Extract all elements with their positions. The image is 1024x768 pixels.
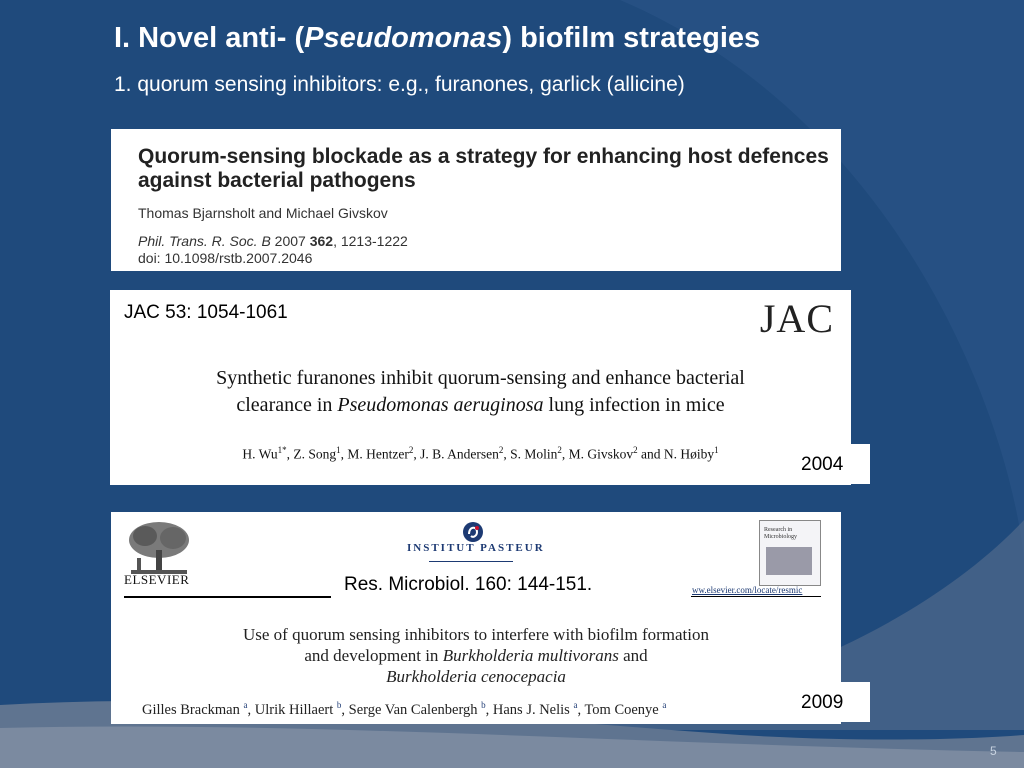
journal-url-link[interactable]: ww.elsevier.com/locate/resmic bbox=[692, 585, 803, 595]
title-line3-italic: Burkholderia cenocepacia bbox=[386, 667, 566, 686]
author: Gilles Brackman bbox=[142, 701, 240, 718]
year-badge: 2004 bbox=[795, 444, 870, 484]
title-line2-italic: Burkholderia multivorans bbox=[442, 646, 619, 665]
divider-left bbox=[124, 596, 331, 598]
paper-card-bjarnsholt bbox=[111, 129, 841, 271]
journal-pages: , 1213-1222 bbox=[333, 233, 408, 249]
title-prefix: I. Novel anti- ( bbox=[114, 22, 305, 54]
author: Serge Van Calenbergh bbox=[348, 701, 478, 718]
title-italic: Pseudomonas bbox=[304, 22, 503, 54]
slide-title bbox=[114, 22, 760, 55]
journal-cover-title: Research in Microbiology bbox=[764, 527, 797, 540]
slide-subtitle: 1. quorum sensing inhibitors: e.g., furanones, garlick (allicine) bbox=[114, 73, 685, 96]
institute-rule bbox=[429, 561, 513, 562]
jac-logo: JAC bbox=[759, 296, 834, 341]
author: J. B. Andersen bbox=[420, 446, 499, 462]
author-affiliation: b bbox=[336, 700, 342, 710]
paper-doi: doi: 10.1098/rstb.2007.2046 bbox=[138, 250, 313, 266]
author-affiliation: b bbox=[481, 700, 486, 710]
author: N. Høiby bbox=[663, 446, 715, 462]
author: Z. Song bbox=[293, 446, 337, 462]
journal-reference: Res. Microbiol. 160: 144-151. bbox=[344, 574, 593, 595]
author-affiliation: 2 bbox=[498, 445, 504, 455]
paper-title: Quorum-sensing blockade as a strategy for enhancing host defences against bacterial pathogens bbox=[138, 145, 829, 192]
title-line2-italic: Pseudomonas aeruginosa bbox=[337, 394, 544, 416]
author-affiliation: 2 bbox=[408, 445, 414, 455]
author: H. Wu bbox=[242, 446, 278, 462]
paper-card-wu bbox=[110, 290, 851, 485]
year-badge: 2009 bbox=[795, 682, 870, 722]
publisher-label: ELSEVIER bbox=[124, 572, 190, 587]
paper-citation bbox=[138, 233, 408, 267]
author: M. Hentzer bbox=[347, 446, 409, 462]
author: Hans J. Nelis bbox=[492, 701, 570, 718]
journal-volume: 362 bbox=[309, 233, 334, 249]
author-affiliation: a bbox=[662, 700, 667, 710]
author-affiliation: 1* bbox=[277, 445, 287, 455]
journal-name: Phil. Trans. R. Soc. B bbox=[138, 233, 271, 249]
title-line2-suffix: lung infection in mice bbox=[543, 394, 725, 416]
paper-title bbox=[110, 365, 851, 419]
elsevier-tree-logo-icon bbox=[123, 520, 195, 578]
author: Tom Coenye bbox=[584, 701, 659, 718]
paper-card-brackman bbox=[111, 512, 841, 724]
author-affiliation: a bbox=[573, 700, 578, 710]
author-affiliation: 1 bbox=[714, 445, 719, 455]
paper-authors: Thomas Bjarnsholt and Michael Givskov bbox=[138, 205, 388, 221]
paper-authors: Gilles Brackman $^a$, Ulrik Hillaert $^b$, Serge Van Calenbergh $^b$, Hans J. Nelis $^a$, Tom Coenye $^a$ bbox=[142, 700, 667, 718]
institute-label: INSTITUT PASTEUR bbox=[407, 542, 545, 554]
title-line1: Use of quorum sensing inhibitors to interfere with biofilm formation bbox=[242, 625, 709, 644]
journal-year: 2007 bbox=[274, 233, 306, 249]
paper-title bbox=[111, 624, 841, 687]
author: M. Givskov bbox=[568, 446, 634, 462]
title-line2-prefix: clearance in bbox=[236, 394, 338, 416]
author-affiliation: a bbox=[243, 700, 248, 710]
author-affiliation: 1 bbox=[336, 445, 341, 455]
author-affiliation: 2 bbox=[633, 445, 638, 455]
journal-cover-thumbnail bbox=[759, 520, 821, 586]
title-suffix: ) biofilm strategies bbox=[502, 22, 761, 54]
title-line1: Synthetic furanones inhibit quorum-sensing and enhance bacterial bbox=[216, 367, 745, 389]
title-line2-suffix: and bbox=[618, 646, 648, 665]
journal-reference: JAC 53: 1054-1061 bbox=[124, 302, 288, 323]
title-line2-prefix: and development in bbox=[304, 646, 443, 665]
journal-cover-image bbox=[766, 547, 812, 575]
institut-pasteur-logo-icon bbox=[461, 520, 485, 544]
page-number: 5 bbox=[990, 744, 997, 758]
author: S. Molin bbox=[510, 446, 558, 462]
author: Ulrik Hillaert bbox=[254, 701, 334, 718]
divider-right bbox=[691, 596, 821, 597]
author-affiliation: 2 bbox=[557, 445, 562, 455]
paper-authors: H. $Wu^{1*}$, Z. Song$^1$, M. Hentzer$^2$, J. B. Andersen$^2$, S. Molin$^2$, M. Givskov$^2$ and N. Høiby$^1$ bbox=[242, 445, 719, 462]
